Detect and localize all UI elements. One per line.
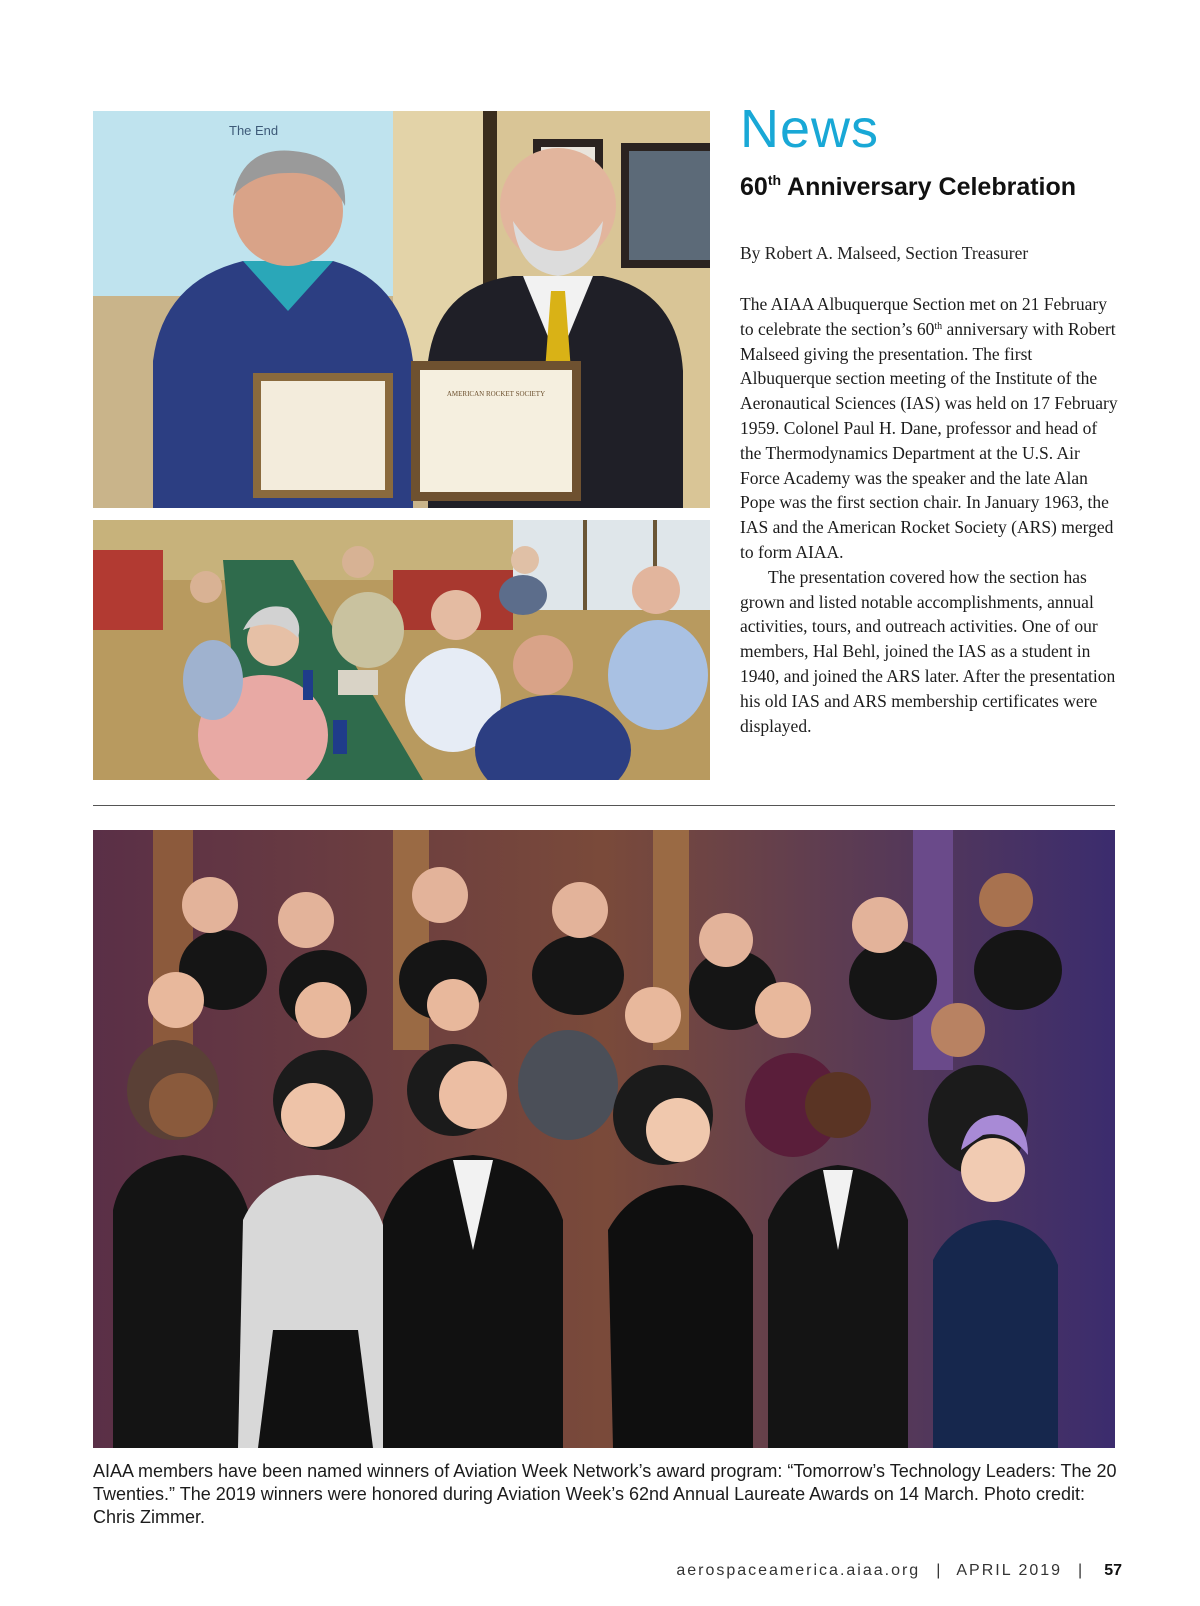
paragraph-1 — [740, 292, 1122, 565]
photo-certificates-illustration — [93, 111, 710, 508]
paragraph-1-start: The AIAA Albuquerque Section met on 21 February to celebrate the section’s 60 — [740, 294, 1107, 339]
title-number: 60 — [740, 173, 768, 201]
screen-text: The End — [229, 123, 279, 138]
byline: By Robert A. Malseed, Section Treasurer — [740, 243, 1029, 263]
photo-restaurant-group — [93, 520, 710, 780]
article-body — [740, 292, 1122, 738]
certificate-heading: AMERICAN ROCKET SOCIETY — [446, 390, 546, 398]
paragraph-2: The presentation covered how the section has grown and listed notable accomplishments, annual activities, tours, and outreach activities. One of our members, Hal Behl, joined the IAS as a student in 1940, and joined the ARS later. After the presentation his old IAS and ARS membership certificates were displayed. — [740, 566, 1116, 736]
footer-issue: APRIL 2019 — [956, 1562, 1063, 1579]
photo-restaurant-group-illustration — [93, 520, 710, 780]
footer-separator-1: | — [936, 1562, 941, 1579]
page-number: 57 — [1104, 1562, 1122, 1579]
footer-separator-2: | — [1078, 1562, 1083, 1579]
section-divider — [93, 805, 1115, 806]
footer-site-link[interactable]: aerospaceamerica.aiaa.org — [676, 1562, 921, 1579]
section-label: News — [740, 99, 880, 159]
photo-award-winners — [93, 830, 1115, 1448]
photo-award-winners-illustration — [93, 830, 1115, 1448]
title-ordinal: th — [767, 172, 782, 188]
article-title — [740, 172, 1120, 203]
title-rest: Anniversary Celebration — [781, 173, 1077, 201]
photo-certificates — [93, 111, 710, 508]
paragraph-1-ordinal: th — [934, 320, 943, 332]
photo-caption: AIAA members have been named winners of Aviation Week Network’s award program: “Tomorrow’s Technology Leaders: The 20 Twenties.” The 2019 winners were honored during Aviation Week’s 62nd Annual Laureate Awards on 14 March. Photo credit: Chris Zimmer. — [93, 1461, 1117, 1527]
page-footer — [676, 1562, 1122, 1580]
paragraph-1-rest: anniversary with Robert Malseed giving the presentation. The first Albuquerque section meeting of the Institute of the Aeronautical Sciences (IAS) was held on 17 February 1959. Colonel Paul H. Dane, professor and head of the Thermodynamics Department at the U.S. Air Force Academy was the speaker and the late Alan Pope was the first section chair. In January 1963, the IAS and the American Rocket Society (ARS) merged to form AIAA. — [740, 318, 1118, 562]
